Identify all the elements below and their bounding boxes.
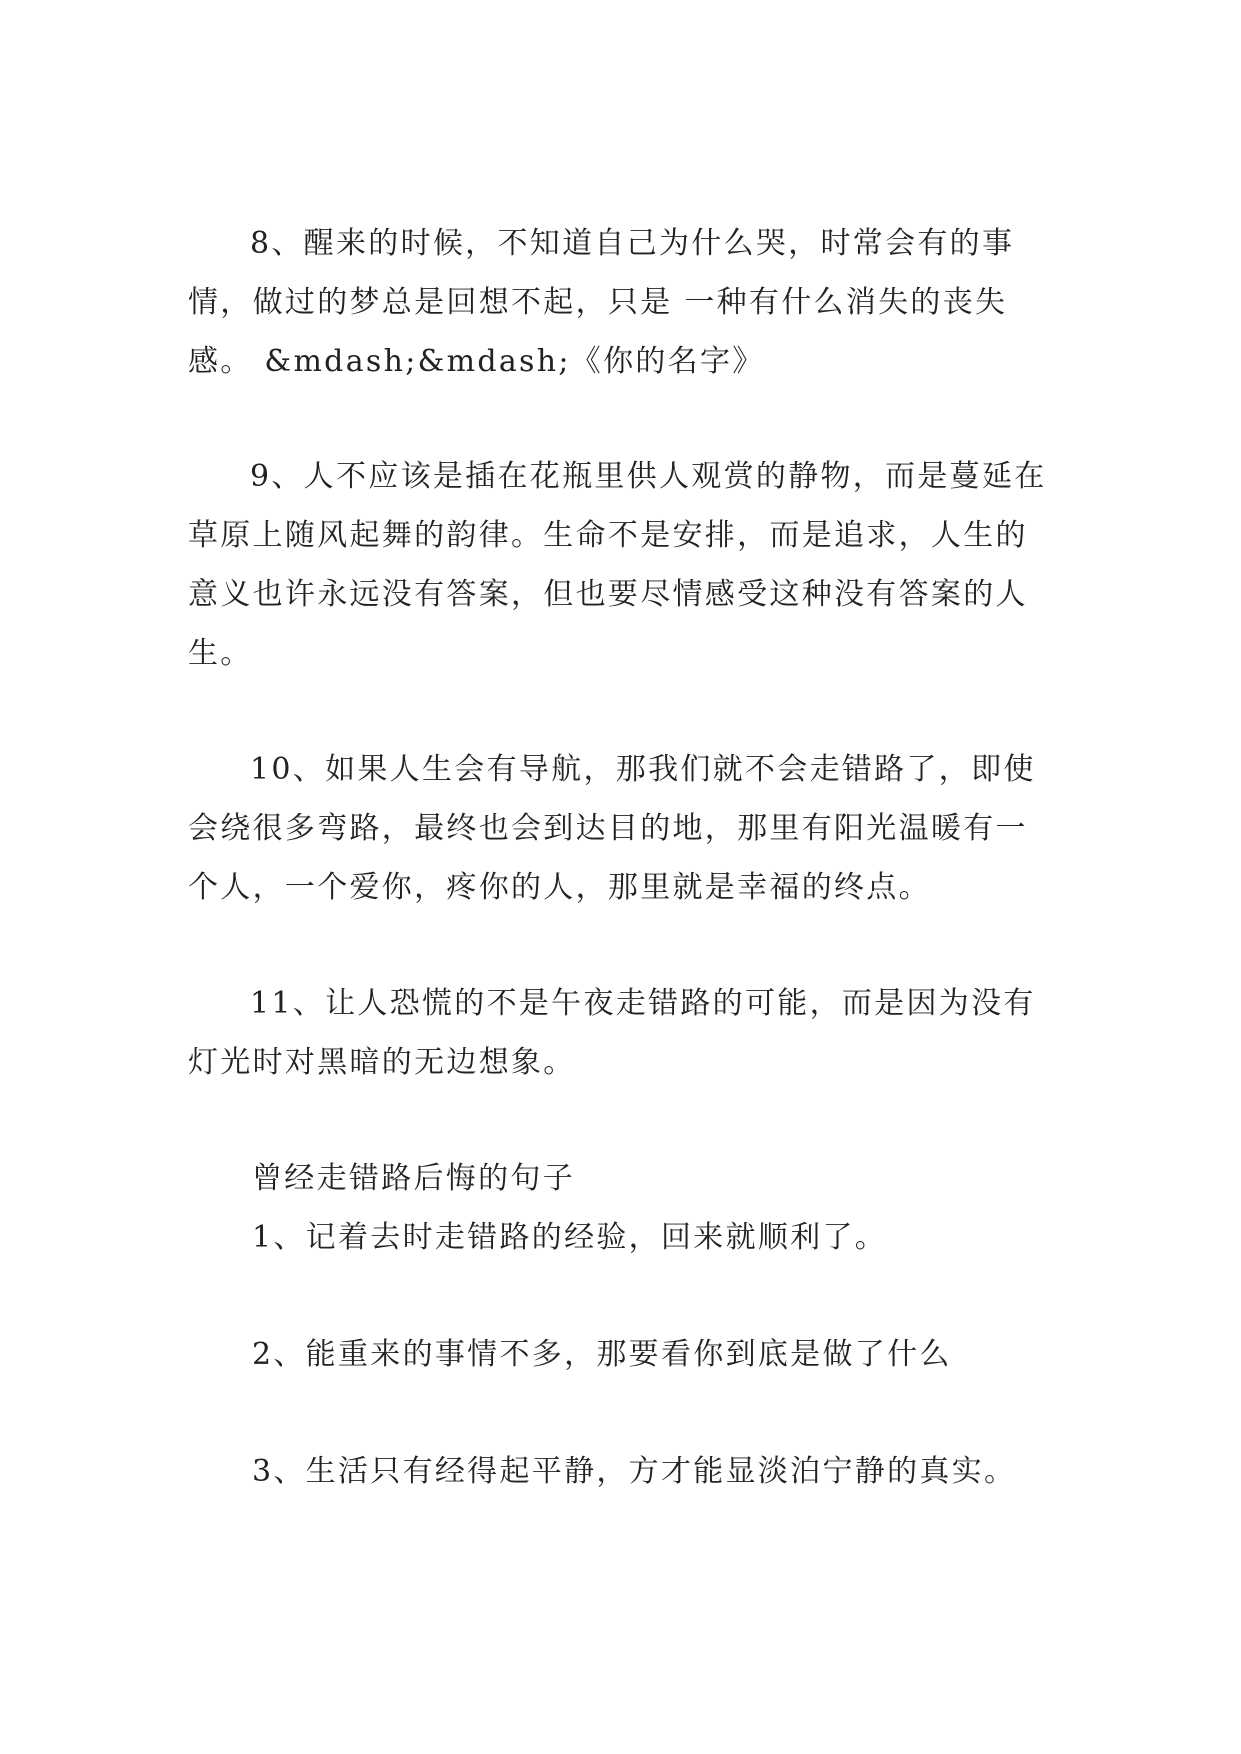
section-heading: 曾经走错路后悔的句子 xyxy=(252,1161,575,1196)
paragraph-11: 11、让人恐慌的不是午夜走错路的可能，而是因为没有灯光时对黑暗的无边想象。 xyxy=(188,986,1036,1080)
section-item-3: 3、生活只有经得起平静，方才能显淡泊宁静的真实。 xyxy=(252,1454,1017,1489)
section-item-2: 2、能重来的事情不多，那要看你到底是做了什么 xyxy=(252,1337,952,1372)
paragraph-8: 8、醒来的时候，不知道自己为什么哭，时常会有的事情，做过的梦总是回想不起，只是 一种有什么消失的丧失感。 &mdash;&mdash;《你的名字》 xyxy=(188,226,1015,379)
section-item-1: 1、记着去时走错路的经验，回来就顺利了。 xyxy=(252,1220,888,1255)
paragraph-10: 10、如果人生会有导航，那我们就不会走错路了，即使会绕很多弯路，最终也会到达目的地，那里有阳光温暖有一个人，一个爱你，疼你的人，那里就是幸福的终点。 xyxy=(188,752,1036,905)
paragraph-9: 9、人不应该是插在花瓶里供人观赏的静物，而是蔓延在草原上随风起舞的韵律。生命不是安排，而是追求，人生的意义也许永远没有答案，但也要尽情感受这种没有答案的人生。 xyxy=(188,459,1047,671)
